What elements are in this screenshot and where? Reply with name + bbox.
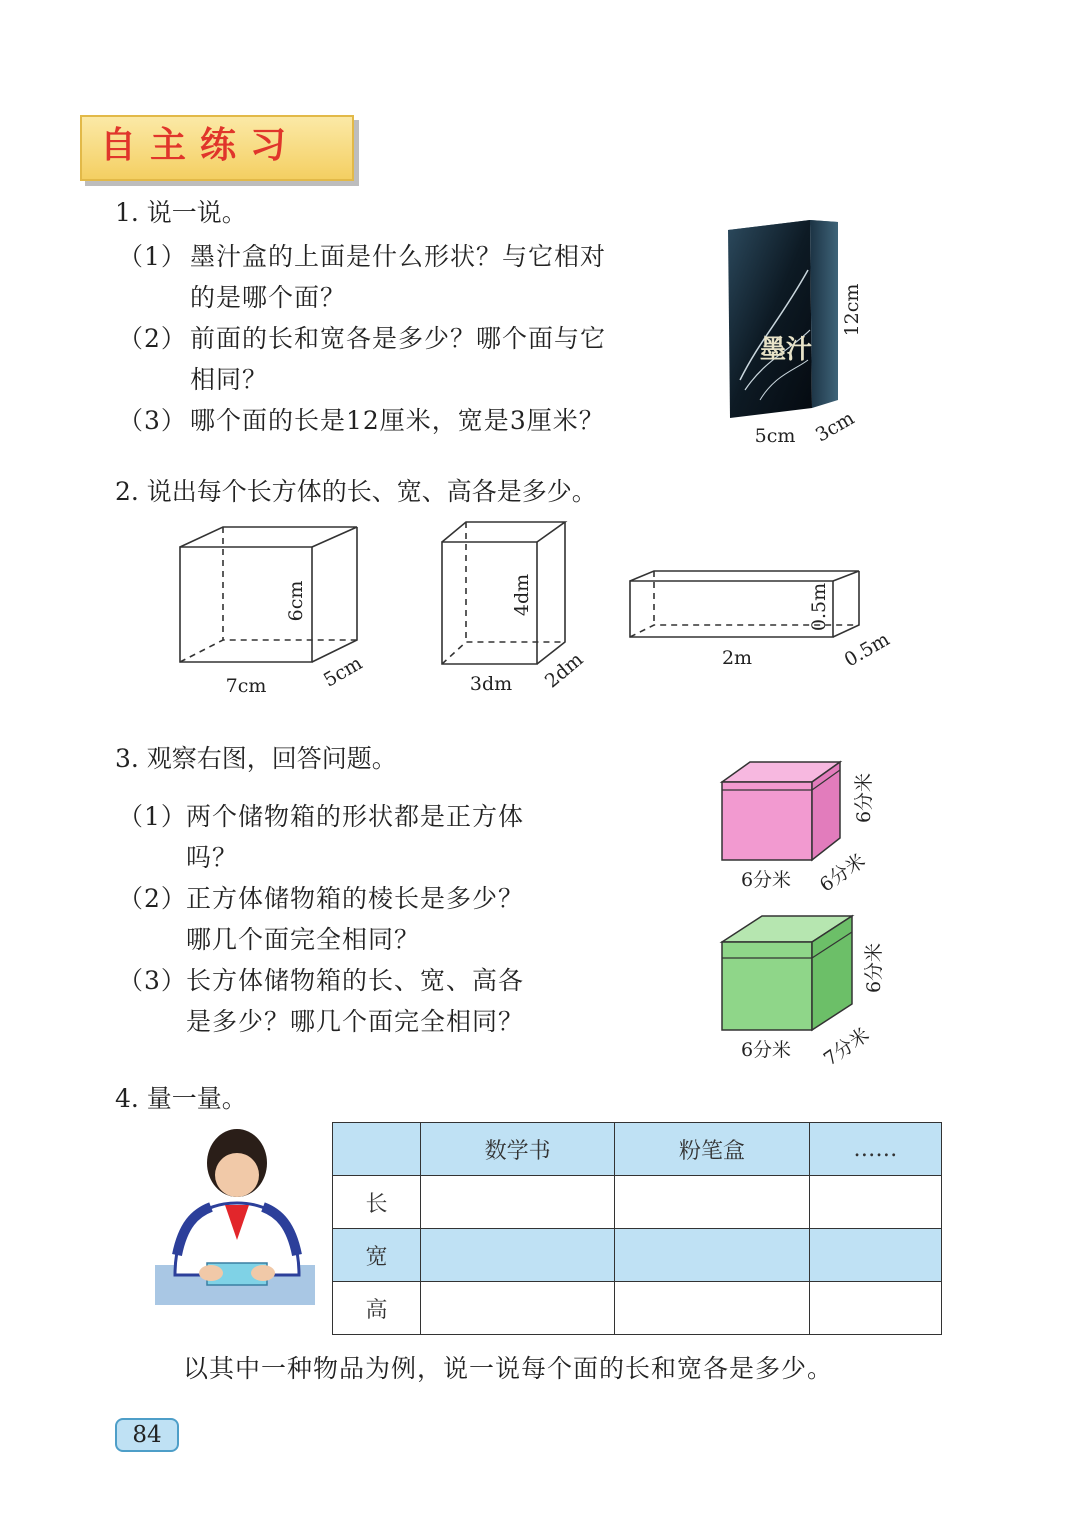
cuboid-1-width: 5cm [319,652,367,692]
green-box-front [722,942,812,1030]
q3-prompt: 3. 观察右图，回答问题。 [115,744,397,773]
table-cell [809,1282,941,1335]
q3-item-2-line1: 正方体储物箱的棱长是多少？ [186,884,525,913]
green-storage-box [710,910,910,1070]
table-cell [615,1229,809,1282]
ink-box-illustration [720,210,890,460]
cuboid-1 [180,527,357,662]
ink-box-brand: 墨汁 [760,335,813,365]
q1-prompt: 1. 说一说。 [115,198,247,227]
q3-item-3-line2: 是多少？哪几个面完全相同？ [186,1007,525,1036]
q3-item-2-line2: 哪几个面完全相同？ [186,925,421,954]
table-row-label-height: 高 [333,1282,421,1335]
q2-prompt: 2. 说出每个长方体的长、宽、高各是多少。 [115,477,597,506]
q4-prompt: 4. 量一量。 [115,1084,247,1113]
cuboids-diagram [160,515,920,705]
q1-item-1-line1: 墨汁盒的上面是什么形状？与它相对 [190,242,607,271]
ink-box-side [810,220,838,408]
table-row-label-length: 长 [333,1176,421,1229]
table-cell [421,1282,615,1335]
table-header-empty [333,1123,421,1176]
cuboid-3-length: 2m [721,647,753,669]
table-row-label-width: 宽 [333,1229,421,1282]
table-cell [809,1176,941,1229]
q4-footer-instruction: 以其中一种物品为例，说一说每个面的长和宽各是多少。 [183,1354,834,1383]
pink-storage-box [710,750,910,900]
ink-box-height-label: 12cm [841,283,863,337]
page-number: 84 [115,1418,179,1452]
table-cell [421,1176,615,1229]
section-title: 自主练习 [100,125,301,166]
cuboid-1-height: 6cm [285,580,307,622]
table-header-chalk-box: 粉笔盒 [615,1123,809,1176]
q3-item-2-num: （2） [118,884,187,913]
student-measuring-photo [155,1125,315,1305]
table-cell [615,1282,809,1335]
q3-item-1-line1: 两个储物箱的形状都是正方体 [186,802,525,831]
q1-item-2-line1: 前面的长和宽各是多少？哪个面与它 [190,324,607,353]
pink-box-height: 6分米 [853,772,875,824]
cuboid-3-height: 0.5m [808,582,830,632]
q1-item-1-num: （1） [118,242,187,271]
q1-item-3-num: （3） [118,406,187,435]
ink-box-front [728,220,812,418]
measurement-table [332,1122,942,1335]
q1-item-1-line2: 的是哪个面？ [190,283,347,312]
q3-item-1-num: （1） [118,802,187,831]
table-cell [421,1229,615,1282]
q1-item-2-num: （2） [118,324,187,353]
q1-item-3-line1: 哪个面的长是12厘米，宽是3厘米？ [190,406,605,435]
green-box-height: 6分米 [863,942,885,994]
pink-box-front [722,782,812,860]
cuboid-2 [442,522,565,664]
pink-box-width: 6分米 [815,849,870,897]
table-cell [809,1229,941,1282]
q3-item-3-line1: 长方体储物箱的长、宽、高各 [186,966,525,995]
cuboid-2-height: 4dm [511,573,533,617]
cuboid-1-length: 7cm [225,675,267,697]
cuboid-2-length: 3dm [469,673,513,695]
pink-box-length: 6分米 [740,869,792,891]
ink-box-length-label: 5cm [754,425,796,447]
q1-item-2-line2: 相同？ [190,365,269,394]
q3-item-1-line2: 吗？ [186,843,239,872]
table-header-more: …… [809,1123,941,1176]
green-box-width: 7分米 [819,1023,874,1070]
cuboid-3-width: 0.5m [840,628,894,672]
cuboid-2-width: 2dm [540,648,588,693]
green-box-length: 6分米 [740,1039,792,1061]
ink-box-width-label: 3cm [811,407,859,447]
table-header-math-book: 数学书 [421,1123,615,1176]
table-cell [615,1176,809,1229]
q3-item-3-num: （3） [118,966,187,995]
